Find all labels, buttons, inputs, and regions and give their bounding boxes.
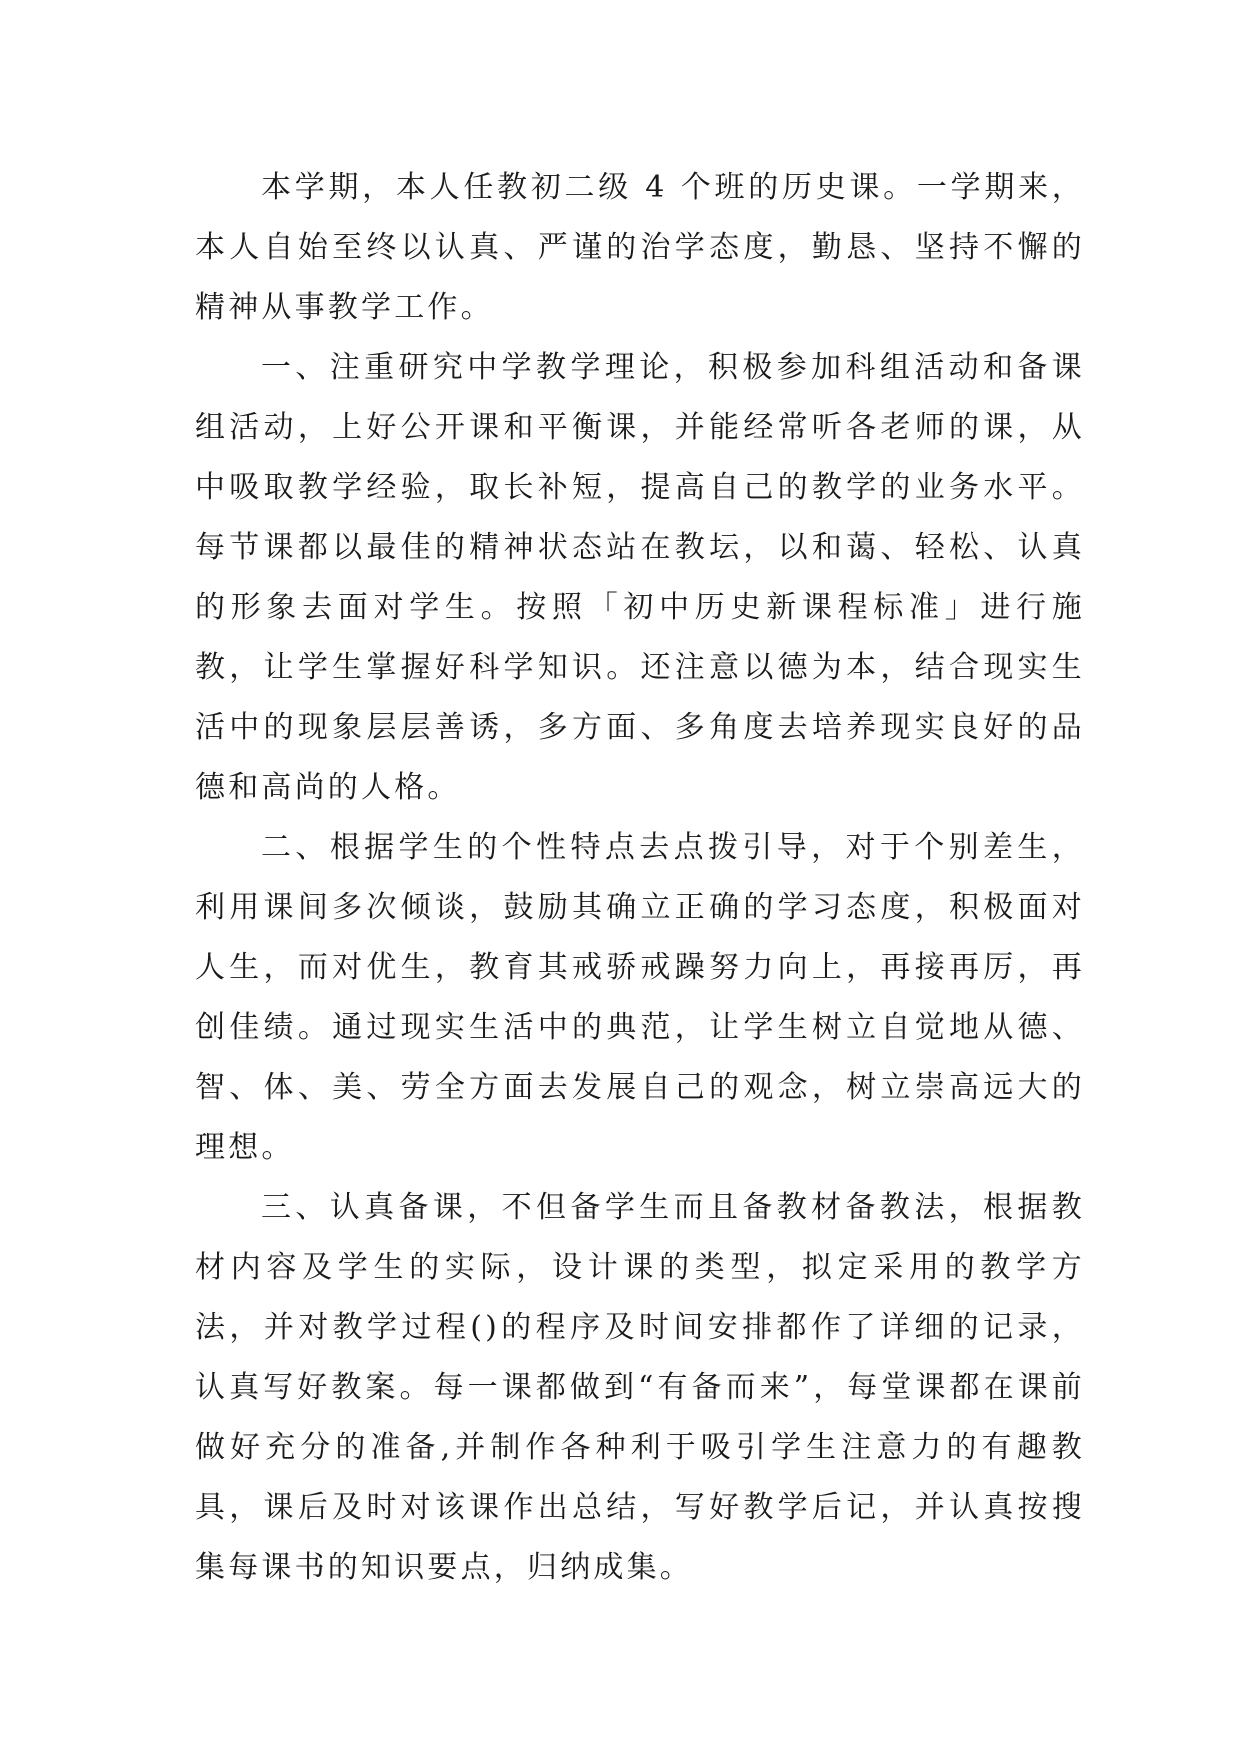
paragraph-section-two: 二、根据学生的个性特点去点拨引导，对于个别差生，利用课间多次倾谈，鼓励其确立正确的学习态度，积极面对人生，而对优生，教育其戒骄戒躁努力向上，再接再厉，再创佳绩。通过现实生活中的典范，让学生树立自觉地从德、智、体、美、劳全方面去发展自己的观念，树立崇高远大的理想。 — [195, 830, 1085, 1165]
document-body — [195, 158, 1085, 1598]
paragraph-section-three: 三、认真备课，不但备学生而且备教材备教法，根据教材内容及学生的实际，设计课的类型，拟定采用的教学方法，并对教学过程()的程序及时间安排都作了详细的记录，认真写好教案。每一课都做到“有备而来”，每堂课都在课前做好充分的准备,并制作各种利于吸引学生注意力的有趣教具，课后及时对该课作出总结，写好教学后记，并认真按搜集每课书的知识要点，归纳成集。 — [195, 1190, 1085, 1585]
paragraph-intro: 本学期，本人任教初二级 4 个班的历史课。一学期来，本人自始至终以认真、严谨的治学态度，勤恳、坚持不懈的精神从事教学工作。 — [195, 170, 1085, 325]
paragraph-section-one: 一、注重研究中学教学理论，积极参加科组活动和备课组活动，上好公开课和平衡课，并能经常听各老师的课，从中吸取教学经验，取长补短，提高自己的教学的业务水平。每节课都以最佳的精神状态站在教坛，以和蔼、轻松、认真的形象去面对学生。按照「初中历史新课程标准」进行施教，让学生掌握好科学知识。还注意以德为本，结合现实生活中的现象层层善诱，多方面、多角度去培养现实良好的品德和高尚的人格。 — [195, 350, 1085, 805]
